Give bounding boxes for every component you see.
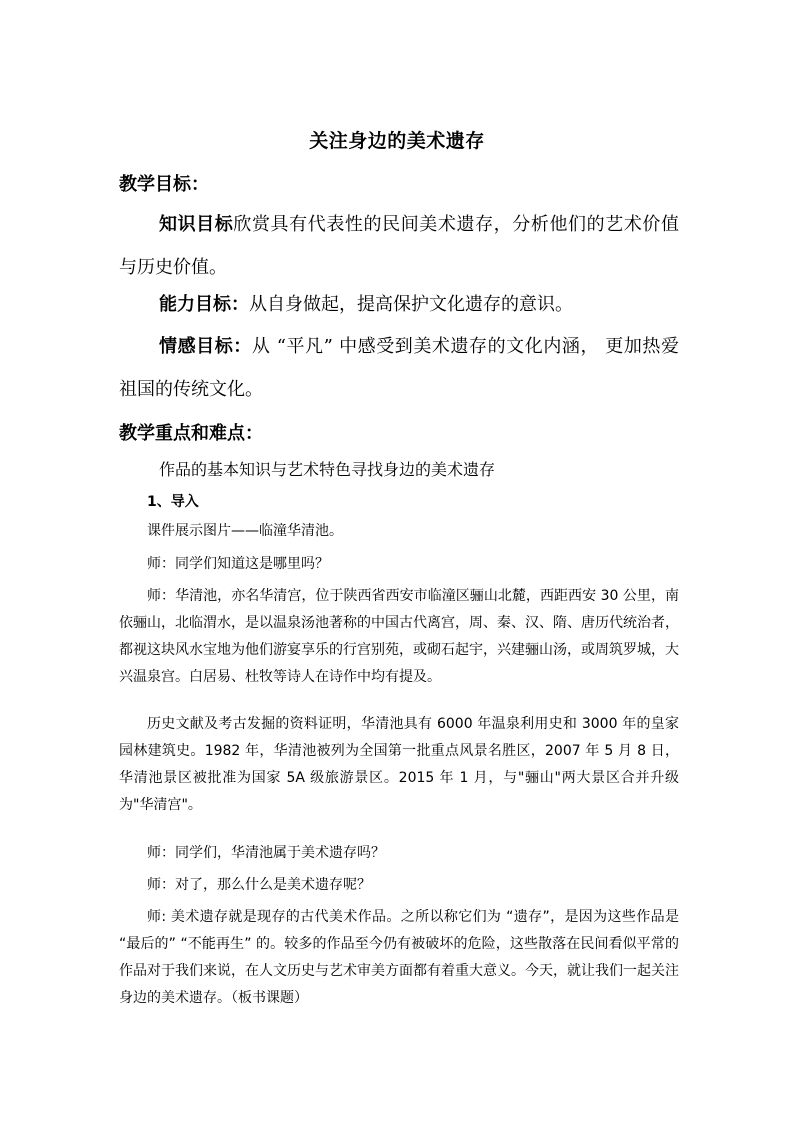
section-heading-goals: 教学目标： [119,174,209,195]
goal-text: 欣赏具有代表性的民间美术遗存，分析他们的艺术价值与历史价值。 [119,214,680,278]
section-heading-focus: 教学重点和难点： [119,423,263,444]
goal-knowledge [119,203,679,289]
focus-text: 作品的基本知识与艺术特色寻找身边的美术遗存 [159,460,496,479]
goal-text: 从自身做起，提高保护文化遗存的意识。 [249,294,573,315]
goal-label: 知识目标 [159,214,234,235]
step-heading-intro: 1、导入 [147,494,199,510]
goal-emotion [119,325,679,411]
paragraph: 师：同学们知道这是哪里吗？ [147,556,329,572]
goal-label: 情感目标： [159,336,252,357]
goal-text: 从 “平凡” 中感受到美术遗存的文化内涵， 更加热爱祖国的传统文化。 [119,336,680,400]
paragraph: 师：对了，那么什么是美术遗存呢？ [147,877,371,893]
goal-ability [119,283,679,326]
paragraph: 师: 美术遗存就是现存的古代美术作品。之所以称它们为 “遗存”，是因为这些作品是 “最后的” “不能再生” 的。较多的作品至今仍有被破坏的危险，这些散落在民间看似平常的作品对于我们来说，在人文历史与艺术审美方面都有着重大意义。今天，就让我们一起关注身边的美术遗存。（板书课题） [119,909,679,1006]
paragraph: 师：同学们，华清池属于美术遗存吗？ [147,845,385,861]
paragraph: 历史文献及考古发掘的资料证明，华清池具有 6000 年温泉利用史和 3000 年的皇家园林建筑史。1982 年，华清池被列为全国第一批重点风景名胜区，2007 年 5 月 8 日，华清池景区被批准为国家 5A 级旅游景区。2015 年 1 月，与"骊山"两大景区合并升级为"华清宫"。 [119,716,679,813]
document-title: 关注身边的美术遗存 [309,130,485,152]
goal-label: 能力目标： [159,294,249,315]
paragraph: 师：华清池，亦名华清宫，位于陕西省西安市临潼区骊山北麓，西距西安 30 公里，南依骊山，北临渭水，是以温泉汤池著称的中国古代离宫，周、秦、汉、隋、唐历代统治者，都视这块风水宝地为他们游宴享乐的行宫别苑，或砌石起宇，兴建骊山汤，或周筑罗城，大兴温泉宫。白居易、杜牧等诗人在诗作中均有提及。 [119,588,679,685]
paragraph: 课件展示图片——临潼华清池。 [147,523,343,539]
